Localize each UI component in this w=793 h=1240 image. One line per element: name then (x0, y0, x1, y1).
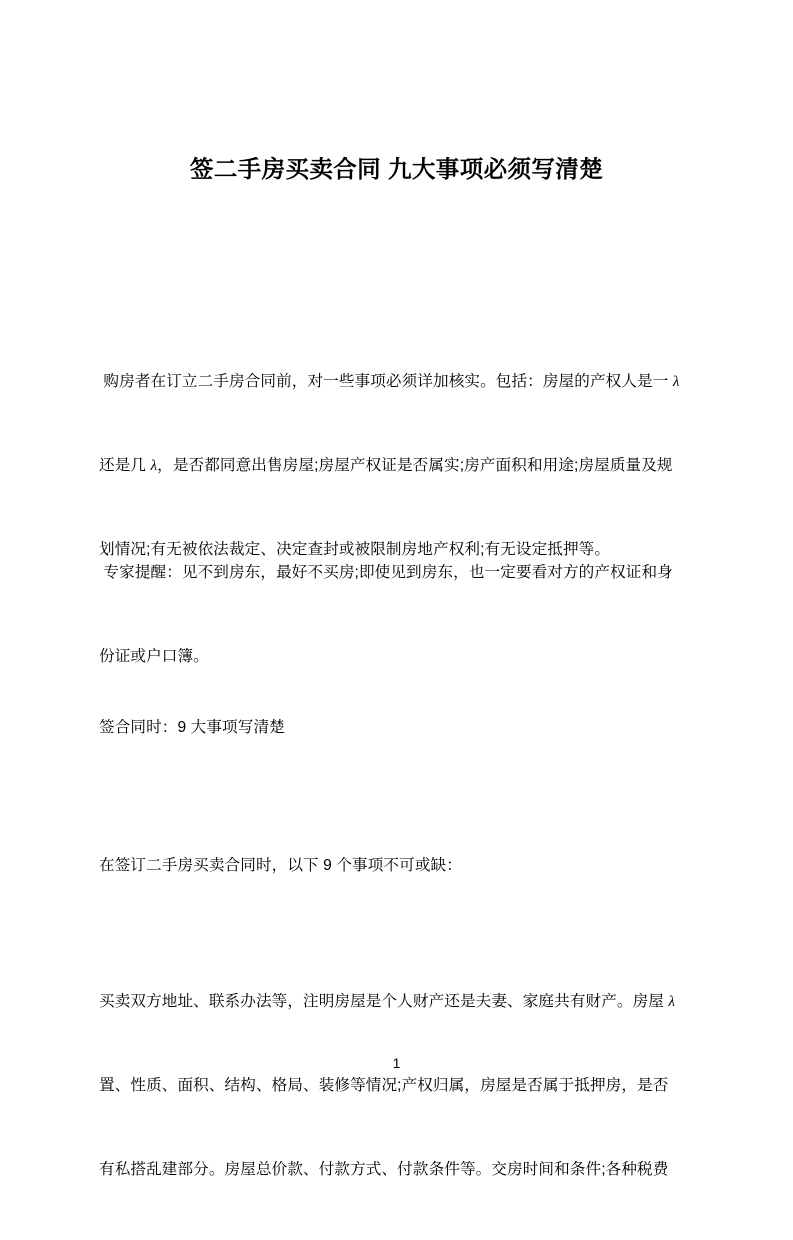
lambda-artifact-glyph: λ (668, 994, 676, 1010)
paragraph-5-line-3 (99, 1156, 695, 1184)
paragraph-3-heading-text: 签合同时：9 大事项写清楚 (99, 719, 285, 736)
paragraph-2-line-2-text: 份证或户口簿。 (99, 648, 209, 665)
paragraph-4 (99, 796, 695, 936)
lambda-artifact-glyph: λ (150, 458, 158, 474)
paragraph-1-line-2-text-b: ，是否都同意出售房屋;房屋产权证是否属实;房产面积和用途;房屋质量及规 (157, 457, 673, 474)
paragraph-3 (99, 658, 695, 798)
paragraph-1-line-3-text: 划情况;有无被依法裁定、决定查封或被限制房地产权利;有无设定抵押等。 (99, 541, 611, 558)
paragraph-1-line-1-text: 购房者在订立二手房合同前，对一些事项必须详加核实。包括：房屋的产权人是一 (99, 373, 673, 390)
paragraph-1-line-1 (99, 368, 695, 396)
paragraph-1-line-2-text-a: 还是几 (99, 457, 151, 474)
paragraph-1-line-2 (99, 452, 695, 480)
paragraph-3-line-1 (99, 714, 695, 742)
paragraph-5-line-1-text: 买卖双方地址、联系办法等，注明房屋是个人财产还是夫妻、家庭共有财产。房屋 (99, 993, 669, 1010)
paragraph-5-line-2 (99, 1072, 695, 1100)
page-title: 签二手房买卖合同 九大事项必须写清楚 (189, 155, 604, 182)
paragraph-2-line-1-text: 专家提醒：见不到房东，最好不买房;即使见到房东，也一定要看对方的产权证和身 (99, 564, 673, 581)
paragraph-5 (99, 932, 695, 1240)
paragraph-5-line-3-text: 有私搭乱建部分。房屋总价款、付款方式、付款条件等。交房时间和条件;各种税费 (99, 1161, 669, 1178)
paragraph-5-line-2-text: 置、性质、面积、结构、格局、装修等情况;产权归属，房屋是否属于抵押房，是否 (99, 1077, 669, 1094)
paragraph-4-line-1-text: 在签订二手房买卖合同时，以下 9 个事项不可或缺： (99, 857, 462, 874)
lambda-artifact-glyph: λ (672, 374, 680, 390)
paragraph-2-line-1 (99, 559, 695, 587)
page-number: 1 (392, 1055, 401, 1071)
paragraph-4-line-1 (99, 852, 695, 880)
paragraph-5-line-1 (99, 988, 695, 1016)
